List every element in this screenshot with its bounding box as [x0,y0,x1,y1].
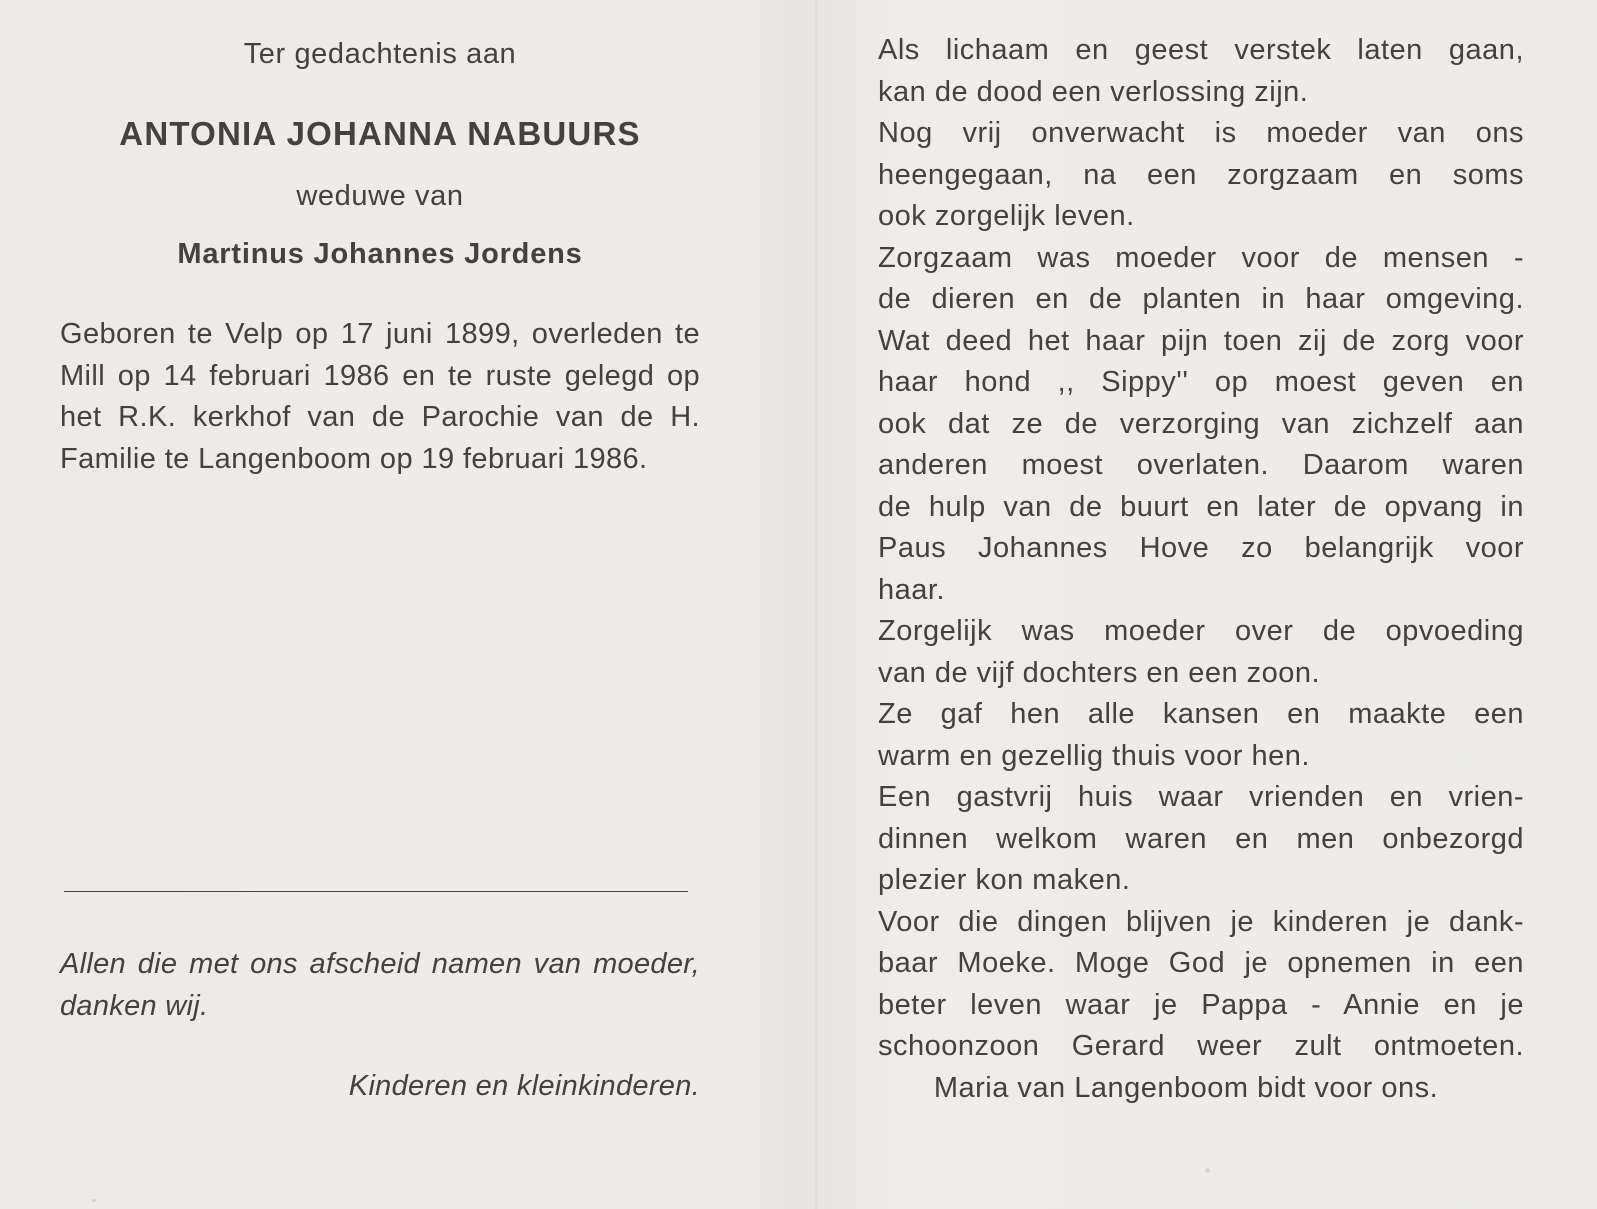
paper-speck [1503,625,1506,628]
poem-line: Ze gaf hen alle kansen en maakte een [878,698,1524,730]
poem-line: Nog vrij onverwacht is moeder van ons [878,117,1524,149]
poem-line: dinnen welkom waren en men onbezorgd [878,822,1524,855]
poem-line: ook zorgelijk leven. [878,200,1135,232]
poem-line: de hulp van de buurt en later de opvang in [878,490,1524,523]
paper-speck [92,1199,96,1202]
poem-line: Paus Johannes Hove zo belangrijk voor [878,532,1524,564]
deceased-name: ANTONIA JOHANNA NABUURS [119,115,641,152]
widow-label: weduwe van [296,180,464,212]
poem-line: van de vijf dochters en een zoon. [878,656,1321,689]
poem-line: Zorgzaam was moeder voor de mensen - [878,241,1524,274]
poem-line: haar. [878,573,945,606]
poem-line: Als lichaam en geest verstek laten gaan, [878,34,1524,66]
poem-line: baar Moeke. Moge God je opnemen in een [878,947,1524,979]
thanks-text: Allen die met ons afscheid namen van moeder, danken wij. [60,948,700,1022]
poem-line: beter leven waar je Pappa - Annie en je [878,988,1524,1021]
poem-text [878,30,1524,1109]
divider-line [64,891,688,892]
spouse-name: Martinus Johannes Jordens [177,238,583,270]
poem-line: kan de dood een verlossing zijn. [878,75,1309,108]
poem-line: de dieren en de planten in haar omgeving. [878,283,1524,315]
poem-line: warm en gezellig thuis voor hen. [878,739,1310,772]
poem-line: Voor die dingen blijven je kinderen je dank- [878,905,1524,938]
right-page [878,30,1524,1180]
poem-line: schoonzoon Gerard weer zult ontmoeten. [878,1030,1524,1062]
paper-speck [1205,1168,1210,1173]
center-fold [814,0,818,1209]
intro-text: Ter gedachtenis aan [243,38,517,70]
poem-line: haar hond ,, Sippy'' op moest geven en [878,366,1524,398]
poem-line: Wat deed het haar pijn toen zij de zorg voor [878,324,1524,357]
left-page [60,30,700,1180]
poem-line: anderen moest overlaten. Daarom waren [878,449,1524,481]
poem-line: heengegaan, na een zorgzaam en soms [878,158,1524,191]
poem-line: plezier kon maken. [878,864,1131,896]
poem-line: Maria van Langenboom bidt voor ons. [933,1071,1439,1104]
poem-line: ook dat ze de verzorging van zichzelf aan [878,407,1524,440]
poem-line: Zorgelijk was moeder over de opvoeding [878,615,1524,647]
biography-text: Geboren te Velp op 17 juni 1899, overleden te Mill op 14 februari 1986 en te ruste gelegd op het R.K. kerkhof van de Parochie van de H. Familie te Langenboom op 19 februari 1986. [60,318,700,475]
signature-text: Kinderen en kleinkinderen. [348,1070,700,1102]
poem-line: Een gastvrij huis waar vrienden en vrien- [878,781,1524,813]
